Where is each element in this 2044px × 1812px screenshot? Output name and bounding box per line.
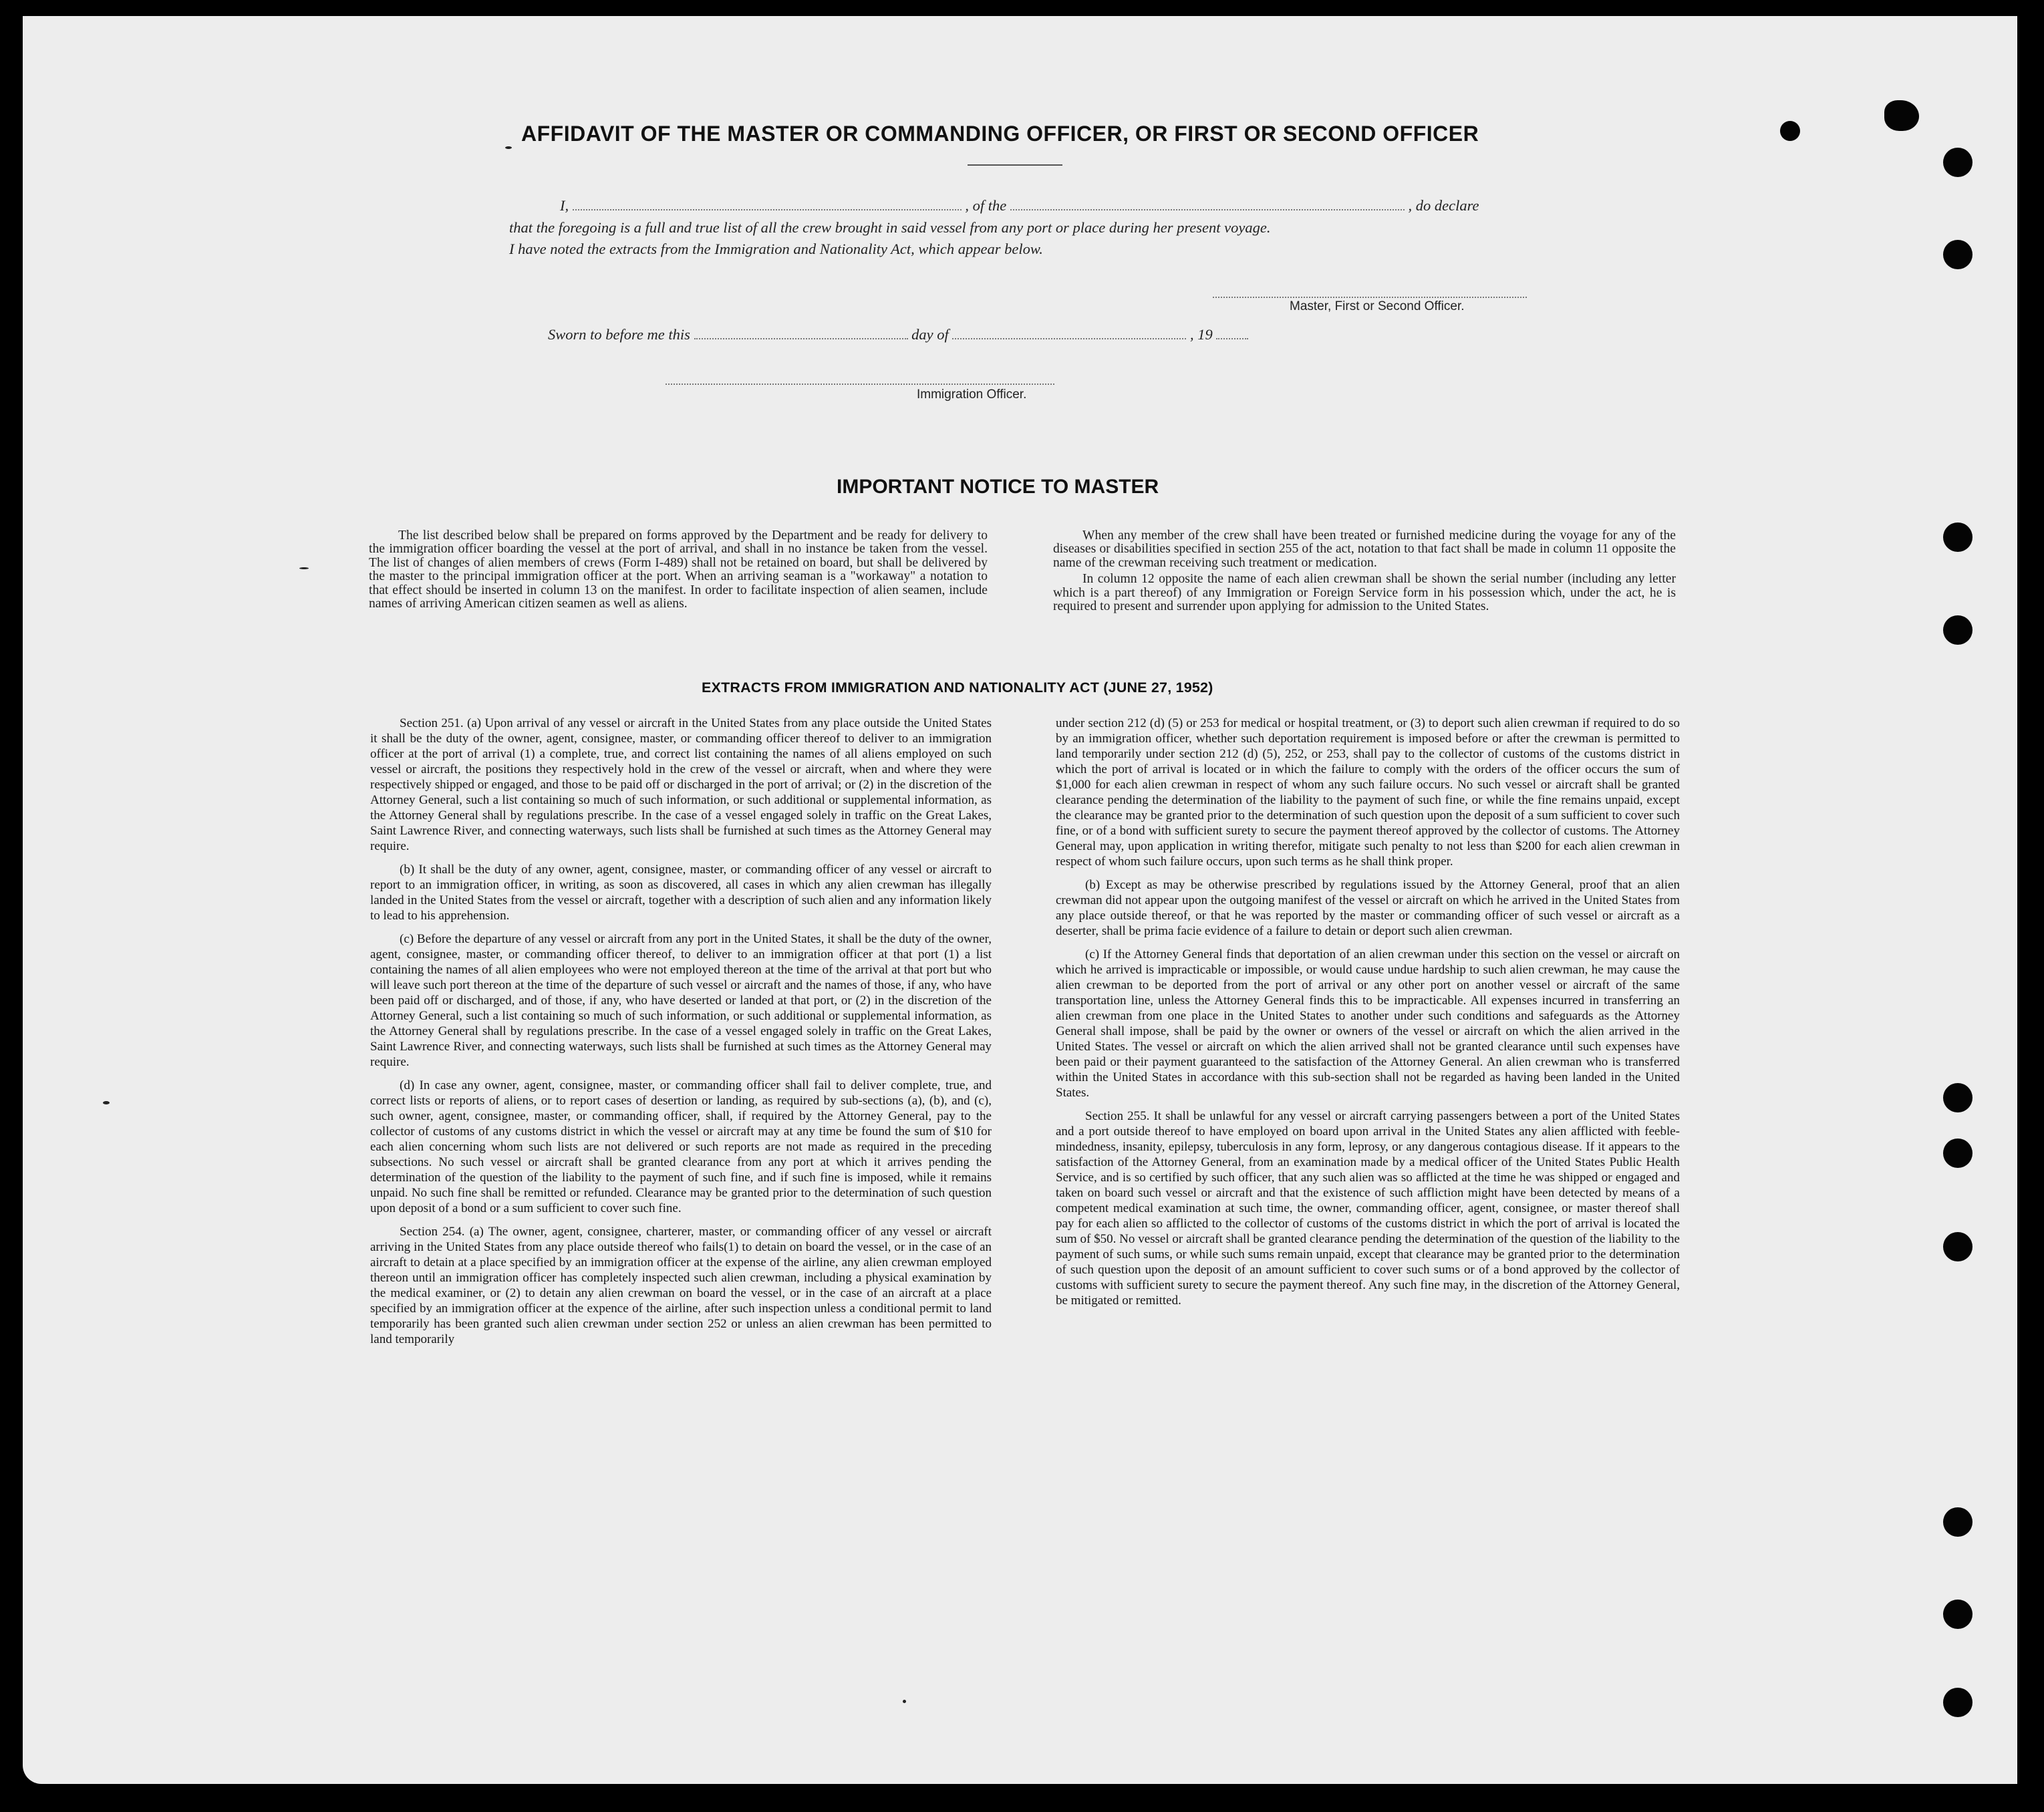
sworn-prefix: Sworn to before me this <box>548 326 690 343</box>
section-paragraph: Section 251. (a) Upon arrival of any vessel or aircraft in the United States from any place outside the United States it shall be the duty of the owner, agent, consignee, master, or commanding officer thereof to deliver to an immigration officer at the port of arrival (1) a complete, true, and correct list containing the names of all aliens employed on such vessel or aircraft, the positions they respectively hold in the crew of the vessel or aircraft, when and where they were respectively shipped or engaged, and those to be paid off or discharged in the port of arrival; or (2) in the discretion of the Attorney General, such a list containing so much of such information, or such additional or supplemental information, as the Attorney General shall by regulations prescribe. In the case of a vessel engaged solely in traffic on the Great Lakes, Saint Lawrence River, and connecting waterways, such lists shall be furnished at such times as the Attorney General may require. <box>370 716 992 853</box>
vessel-blank[interactable] <box>1010 200 1405 210</box>
scan-speck <box>299 567 309 569</box>
officer-signature-label: Immigration Officer. <box>917 388 1027 402</box>
affidavit-line-1 <box>560 197 1479 214</box>
notice-right-paragraph: In column 12 opposite the name of each alien crewman shall be shown the serial number (including any letter which is a part thereof) of any Immigration or Foreign Service form in his possession which, under the act, he is required to present and surrender upon applying for admission to the United States. <box>1053 572 1676 614</box>
section-paragraph: (c) Before the departure of any vessel or aircraft from any port in the United States, it shall be the duty of the owner, agent, consignee, master, or commanding officer thereof, to deliver to an immigration officer at that port (1) a list containing the names of all alien employees who were not employed thereon at the time of the arrival at that port but who will leave such port thereon at the time of the departure of such vessel or aircraft and the names of those, if any, who have been paid off or discharged, and of those, if any, who have deserted or landed at that port, or (2) in the discretion of the Attorney General, such a list containing so much of such information, or such additional or supplemental information, as the Attorney General shall by regulations prescribe. In the case of a vessel engaged solely in traffic on the Great Lakes, Saint Lawrence River, and connecting waterways, such lists shall be furnished at such times as the Attorney General may require. <box>370 932 992 1069</box>
title-divider <box>968 164 1062 166</box>
binder-hole <box>1943 148 1973 177</box>
binder-hole <box>1943 1600 1973 1629</box>
section-paragraph: (b) Except as may be otherwise prescribed by regulations issued by the Attorney General, proof that an alien crewman did not appear upon the outgoing manifest of the vessel or aircraft on which he arrived in the United States from any place outside thereof, or that he was reported by the master or commanding officer of such vessel or aircraft as a deserter, shall be prima facie evidence of a failure to detain or deport such alien crewman. <box>1056 878 1680 938</box>
affidavit-line-2: that the foregoing is a full and true list of all the crew brought in said vessel from any port or place during her present voyage. <box>509 219 1271 236</box>
binder-hole <box>1943 1232 1973 1261</box>
binder-hole <box>1943 1139 1973 1168</box>
section-paragraph: (c) If the Attorney General finds that deportation of an alien crewman under this section on the vessel or aircraft on which he arrived is impracticable or impossible, or would cause undue hardship to such alien crewman, he may cause the alien crewman to be deported from the port of arrival or any other port on another vessel or aircraft of the same transportation line, unless the Attorney General finds this to be impracticable. All expenses incurred in transferring an alien crewman from one place in the United States to another under such conditions and safeguards as the Attorney General shall impose, shall be paid by the owner or owners of the vessel or aircraft on which the alien arrived in the United States. The vessel or aircraft on which the alien arrived shall not be granted clearance until such expenses have been paid or their payment guaranteed to the satisfaction of the Attorney General. An alien crewman who is transferred within the United States in accordance with this sub-section shall not be regarded as having been landed in the United States. <box>1056 947 1680 1100</box>
extracts-right-column <box>1056 716 1680 1316</box>
section-paragraph: Section 254. (a) The owner, agent, consignee, charterer, master, or commanding officer of any vessel or aircraft arriving in the United States from any place outside thereof who fails(1) to detain on board the vessel, or in the case of an aircraft to detain at a place specified by an immigration officer at the expense of the airline, any alien crewman employed thereon until an immigration officer has completely inspected such alien crewman, including a physical examination by the medical examiner, or (2) to detain any alien crewman on board the vessel, or in the case of an aircraft at a place specified by an immigration officer at the expence of the airline, after such inspection unless a conditional permit to land temporarily has been granted such alien crewman under section 252 or unless an alien crewman has been permitted to land temporarily <box>370 1225 992 1346</box>
section-paragraph: Section 255. It shall be unlawful for any vessel or aircraft carrying passengers between a port of the United States and a port outside thereof to have employed on board upon arrival in the United States any alien afflicted with feeble-mindedness, insanity, epilepsy, tuberculosis in any form, leprosy, or any dangerous contagious disease. If it appears to the satisfaction of the Attorney General, from an examination made by a medical officer of the United States Public Health Service, and is so certified by such officer, that any such alien was so afflicted at the time he was shipped or engaged and taken on board such vessel or aircraft and that the existence of such affliction might have been detected by means of a competent medical examination at such time, the owner, commanding officer, agent, consignee, or master thereof shall pay for each alien so afflicted to the collector of customs of the customs district in which the port of arrival is located the sum of $50. No vessel or aircraft shall be granted clearance pending the determination of the question of the liability to the payment of such sums, or while such sums remain unpaid, except that clearance may be granted prior to the determination of such question upon the deposit of an amount sufficient to cover such sums or of a bond approved by the collector of customs with sufficient surety to secure the payment thereof. Any such fine may, in the discretion of the Attorney General, be mitigated or remitted. <box>1056 1109 1680 1308</box>
binder-hole <box>1943 1507 1973 1537</box>
sworn-year-label: , 19 <box>1190 326 1213 343</box>
notice-left-column <box>369 529 988 613</box>
master-signature-label: Master, First or Second Officer. <box>1290 299 1465 313</box>
master-signature-line[interactable] <box>1213 287 1527 298</box>
affidavit-line-3: I have noted the extracts from the Immigration and Nationality Act, which appear below. <box>509 241 1043 257</box>
affidavit-of-label: , of the <box>965 197 1007 214</box>
notice-left-paragraph: The list described below shall be prepared on forms approved by the Department and be ready for delivery to the immigration officer boarding the vessel at the port of arrival, and shall in no instance be taken from the vessel. The list of changes of alien members of crews (Form I-489) shall not be retained on board, but shall be delivered by the master to the principal immigration officer at the port. When an arriving seaman is a "workaway" a notation to that effect should be inserted in column 13 on the manifest. In order to facilitate inspection of alien seamen, include names of arriving American citizen seamen as well as aliens. <box>369 528 988 611</box>
notice-right-paragraph: When any member of the crew shall have been treated or furnished medicine during the voyage for any of the diseases or disabilities specified in section 255 of the act, notation to that fact shall be made in column 11 opposite the name of the crewman receiving such treatment or medication. <box>1053 528 1676 570</box>
notice-title: IMPORTANT NOTICE TO MASTER <box>837 476 1159 498</box>
binder-hole <box>1943 240 1973 269</box>
section-paragraph: (d) In case any owner, agent, consignee, master, or commanding officer shall fail to deliver complete, true, and correct lists or reports of aliens, or to report cases of desertion or landing, as required by sub-sections (a), (b), and (c), such owner, agent, consignee, master, or commanding officer, shall, if required by the Attorney General, pay to the collector of customs of any customs district in which the vessel or aircraft may at any time be found the sum of $10 for each alien concerning whom such lists are not delivered or such reports are not made as required in the preceding subsections. No such vessel or aircraft shall be granted clearance from any port at which it arrives pending the determination of the question of the liability to the payment of such fine, and if such fine is imposed, while it remains unpaid. No such fine shall be remitted or refunded. Clearance may be granted prior to the determination of such question upon deposit of a bond or a sum sufficient to cover such fine. <box>370 1078 992 1215</box>
scan-speck <box>505 146 512 149</box>
sworn-year-blank[interactable] <box>1216 329 1248 339</box>
name-blank[interactable] <box>573 200 962 210</box>
binder-hole <box>1780 121 1800 141</box>
scan-speck <box>103 1101 110 1104</box>
affidavit-i-label: I, <box>560 197 569 214</box>
affidavit-declare-label: , do declare <box>1408 197 1479 214</box>
sworn-day-label: day of <box>911 326 949 343</box>
sworn-month-blank[interactable] <box>952 329 1186 339</box>
binder-hole <box>1943 522 1973 552</box>
sworn-line <box>548 326 1248 343</box>
extracts-left-column <box>370 716 992 1355</box>
officer-signature-line[interactable] <box>666 374 1054 385</box>
section-paragraph: under section 212 (d) (5) or 253 for medical or hospital treatment, or (3) to deport such alien crewman if required to do so by an immigration officer, whether such deportation requirement is imposed before or after the crewman is permitted to land temporarily under section 212 (d) (5), 252, or 253, shall pay to the collector of customs of the customs district in which the port of arrival is located or in which the failure to comply with the orders of the officer occurs the sum of $1,000 for each alien crewman in respect of whom any such failure occurs. No such vessel or aircraft shall be granted clearance pending the determination of the liability to the payment of such fine, or while the fine remains unpaid, except the clearance may be granted prior to the determination of such question upon the deposit of a sum sufficient to cover such fine, or of a bond with sufficient surety to secure the payment thereof approved by the collector of customs. The Attorney General may, upon application in writing therefor, mitigate such penalty to not less than $200 for each alien crewman in respect of whom such failure occurs, upon such terms as he shall think proper. <box>1056 716 1680 869</box>
affidavit-title: AFFIDAVIT OF THE MASTER OR COMMANDING OFFICER, OR FIRST OR SECOND OFFICER <box>521 122 1479 146</box>
extracts-title: EXTRACTS FROM IMMIGRATION AND NATIONALITY ACT (JUNE 27, 1952) <box>702 680 1213 696</box>
binder-hole <box>1884 100 1919 131</box>
binder-hole <box>1943 1083 1973 1112</box>
binder-hole <box>1943 1688 1973 1717</box>
notice-right-column <box>1053 529 1676 616</box>
sworn-date-blank[interactable] <box>694 329 908 339</box>
section-paragraph: (b) It shall be the duty of any owner, agent, consignee, master, or commanding officer of any vessel or aircraft to report to an immigration officer, in writing, as soon as discovered, all cases in which any alien crewman has illegally landed in the United States from the vessel or aircraft, together with a description of such alien and any information likely to lead to his apprehension. <box>370 863 992 923</box>
scan-speck <box>903 1700 906 1703</box>
binder-hole <box>1943 615 1973 645</box>
document-page <box>23 16 2017 1784</box>
